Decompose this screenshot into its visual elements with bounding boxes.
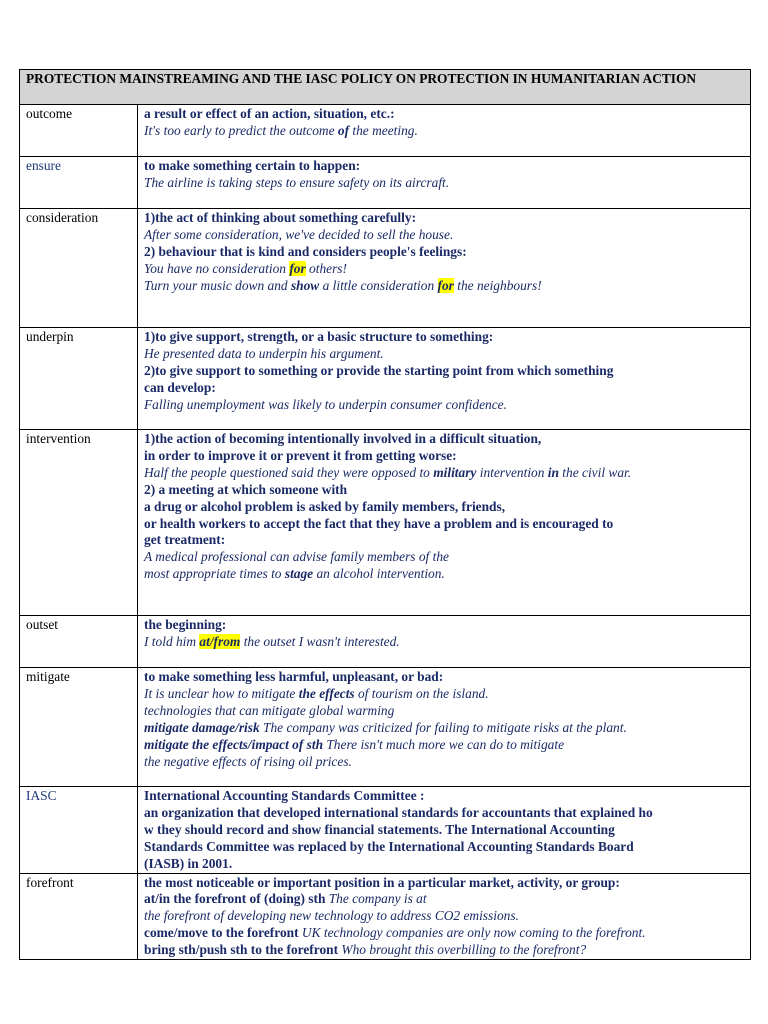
definition-line: [144, 856, 745, 873]
definition-text: the meeting.: [349, 122, 418, 138]
definition-text: a result or effect of an action, situation, etc.:: [144, 106, 395, 121]
definition-line: [144, 329, 745, 346]
definition-line: [144, 634, 745, 651]
definition-cell: [138, 668, 751, 787]
definition-text: You have no consideration: [144, 260, 290, 276]
table-row: [20, 616, 751, 668]
definition-text: technologies that can mitigate global warming: [144, 702, 395, 718]
definition-text: w they should record and show financial statements. The International Accounting: [144, 821, 615, 837]
definition-cell: [138, 873, 751, 960]
highlighted-text: for: [289, 260, 306, 276]
definition-text: (IASB) in 2001.: [144, 855, 233, 871]
table-row: [20, 873, 751, 960]
definition-line: [144, 754, 745, 771]
definition-text: 2)to give support to something or provide the starting point from which something: [144, 362, 614, 378]
definition-text: After some consideration, we've decided to sell the house.: [144, 226, 454, 242]
definition-line: [144, 788, 745, 805]
definition-text: 2) behaviour that is kind and considers people's feelings:: [144, 243, 467, 259]
definition-text: bring sth/push sth to the forefront: [144, 942, 339, 958]
highlighted-text: at/from: [199, 633, 241, 649]
definition-text: the negative effects of rising oil prices.: [144, 753, 352, 769]
definition-line: [144, 516, 745, 533]
table-row: [20, 209, 751, 328]
definition-cell: [138, 616, 751, 668]
definition-line: [144, 617, 745, 634]
term-cell: forefront: [20, 873, 138, 960]
definition-text: in: [547, 464, 559, 480]
definition-line: [144, 737, 745, 754]
definition-text: the neighbours!: [453, 277, 542, 293]
definition-text: the forefront of developing new technology to address CO2 emissions.: [144, 908, 519, 924]
definition-text: stage: [284, 566, 314, 582]
definition-line: [144, 822, 745, 839]
definition-text: an organization that developed international standards for accountants that explained ho: [144, 804, 653, 820]
definition-line: [144, 448, 745, 465]
definition-line: [144, 482, 745, 499]
definition-text: military: [433, 464, 477, 480]
definition-text: the most noticeable or important position in a particular market, activity, or group:: [144, 874, 620, 890]
definition-text: The company is at: [325, 891, 427, 907]
definition-text: come/move to the forefront: [144, 925, 299, 941]
definition-text: a drug or alcohol problem is asked by family members, friends,: [144, 498, 506, 514]
definition-text: show: [290, 277, 320, 293]
table-header-row: [20, 70, 751, 105]
term-cell: outcome: [20, 105, 138, 157]
term-cell: ensure: [20, 157, 138, 209]
definition-line: [144, 261, 745, 278]
definition-text: It is unclear how to mitigate: [144, 685, 299, 701]
definition-text: 1)to give support, strength, or a basic structure to something:: [144, 329, 494, 344]
definition-line: [144, 720, 745, 737]
highlighted-text: for: [437, 277, 454, 293]
term-cell: intervention: [20, 430, 138, 616]
definition-cell: [138, 430, 751, 616]
definition-text: get treatment:: [144, 532, 226, 548]
definition-text: the civil war.: [558, 464, 632, 480]
definition-text: can develop:: [144, 379, 216, 395]
definition-text: It's too early to predict the outcome: [144, 122, 338, 138]
term-cell: consideration: [20, 209, 138, 328]
table-row: [20, 668, 751, 787]
document-title: PROTECTION MAINSTREAMING AND THE IASC POLICY ON PROTECTION IN HUMANITARIAN ACTION: [20, 70, 751, 105]
definition-cell: [138, 105, 751, 157]
definition-text: Falling unemployment was likely to underpin consumer confidence.: [144, 396, 507, 412]
definition-line: [144, 363, 745, 380]
definition-text: A medical professional can advise family members of the: [144, 549, 449, 565]
definition-line: [144, 891, 745, 908]
term-cell: IASC: [20, 787, 138, 874]
definition-text: I told him: [144, 633, 200, 649]
definition-cell: [138, 787, 751, 874]
definition-line: [144, 278, 745, 295]
definition-text: Standards Committee was replaced by the International Accounting Standards Board: [144, 838, 634, 854]
table-row: [20, 328, 751, 430]
definition-line: [144, 123, 745, 140]
definition-text: of tourism on the island.: [354, 685, 489, 701]
definition-line: [144, 669, 745, 686]
definition-text: Half the people questioned said they were opposed to: [144, 464, 434, 480]
definition-cell: [138, 157, 751, 209]
definition-text: the outset I wasn't interested.: [240, 633, 400, 649]
definition-line: [144, 380, 745, 397]
definition-text: in order to improve it or prevent it from getting worse:: [144, 447, 457, 463]
definition-text: at/in the forefront of (doing) sth: [144, 891, 326, 907]
definition-line: [144, 106, 745, 123]
definition-cell: [138, 209, 751, 328]
definition-text: mitigate damage/risk: [144, 719, 260, 735]
definition-line: [144, 397, 745, 414]
definition-line: [144, 549, 745, 566]
definition-text: Turn your music down and: [144, 277, 291, 293]
definition-text: to make something certain to happen:: [144, 158, 361, 173]
definition-line: [144, 158, 745, 175]
definition-text: a little consideration: [319, 277, 438, 293]
definition-text: Who brought this overbilling to the forefront?: [338, 942, 587, 958]
definition-line: [144, 431, 745, 448]
table-row: [20, 157, 751, 209]
definition-text: the effects: [298, 685, 355, 701]
definition-text: most appropriate times to: [144, 566, 285, 582]
definition-line: [144, 346, 745, 363]
definition-line: [144, 942, 745, 959]
definition-cell: [138, 328, 751, 430]
definition-text: to make something less harmful, unpleasant, or bad:: [144, 669, 444, 684]
definition-text: intervention: [476, 464, 548, 480]
term-cell: mitigate: [20, 668, 138, 787]
definition-line: [144, 499, 745, 516]
definition-line: [144, 210, 745, 227]
term-cell: underpin: [20, 328, 138, 430]
definition-text: 1)the action of becoming intentionally involved in a difficult situation,: [144, 431, 542, 446]
definition-line: [144, 686, 745, 703]
definition-text: UK technology companies are only now coming to the forefront.: [298, 925, 646, 941]
definition-text: an alcohol intervention.: [313, 566, 445, 582]
table-row: [20, 787, 751, 874]
definition-text: International Accounting Standards Committee :: [144, 788, 425, 803]
definition-text: The airline is taking steps to ensure safety on its aircraft.: [144, 174, 450, 190]
table-row: [20, 430, 751, 616]
definition-line: [144, 875, 745, 892]
definition-text: or health workers to accept the fact that they have a problem and is encouraged to: [144, 515, 614, 531]
definition-line: [144, 839, 745, 856]
definition-line: [144, 175, 745, 192]
definition-line: [144, 566, 745, 583]
definition-text: 2) a meeting at which someone with: [144, 481, 348, 497]
table-row: [20, 105, 751, 157]
definition-line: [144, 805, 745, 822]
definition-text: others!: [305, 260, 347, 276]
definition-line: [144, 244, 745, 261]
definition-text: He presented data to underpin his argument.: [144, 345, 384, 361]
definition-line: [144, 908, 745, 925]
definition-text: the beginning:: [144, 617, 227, 632]
definition-text: 1)the act of thinking about something carefully:: [144, 210, 417, 225]
definition-line: [144, 227, 745, 244]
vocabulary-table: [19, 69, 751, 960]
definition-line: [144, 465, 745, 482]
definition-line: [144, 925, 745, 942]
definition-line: [144, 532, 745, 549]
definition-text: The company was criticized for failing to mitigate risks at the plant.: [259, 719, 627, 735]
definition-text: of: [337, 122, 350, 138]
definition-text: There isn't much more we can do to mitigate: [323, 736, 565, 752]
term-cell: outset: [20, 616, 138, 668]
definition-text: mitigate the effects/impact of sth: [144, 736, 324, 752]
definition-line: [144, 703, 745, 720]
